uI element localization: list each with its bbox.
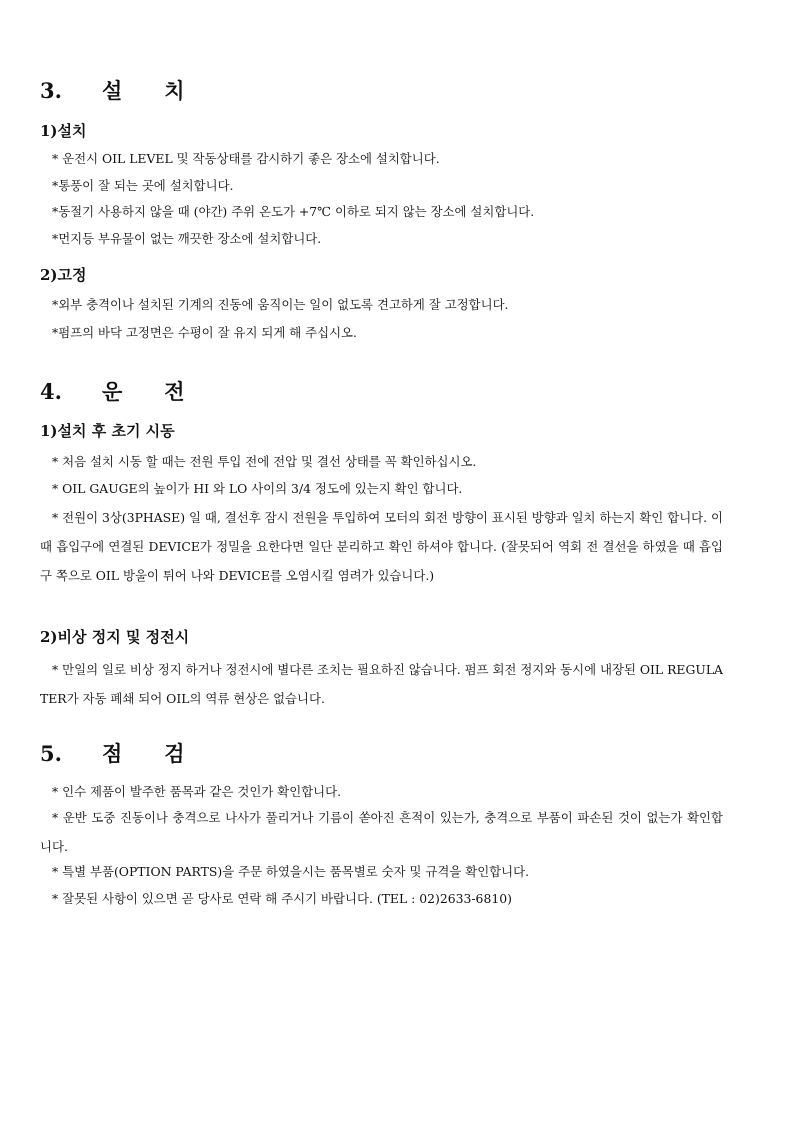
section-3-title — [40, 80, 185, 101]
section-3-sub-1-item-2: *통풍이 잘 되는 곳에 설치합니다. — [52, 178, 234, 193]
section-5-title — [40, 743, 185, 764]
section-4-sub-2-title: 2)비상 정지 및 정전시 — [40, 628, 190, 646]
section-3-title-b: 치 — [164, 78, 185, 103]
section-3-sub-2-item-2: *펌프의 바닥 고정면은 수평이 잘 유지 되게 해 주십시오. — [52, 325, 357, 340]
section-3-sub-1-item-4: *먼지등 부유물이 없는 깨끗한 장소에 설치합니다. — [52, 231, 322, 246]
section-5-title-a: 점 — [102, 741, 123, 766]
section-3-sub-1-item-3: *동절기 사용하지 않을 때 (야간) 주위 온도가 +7℃ 이하로 되지 않는 장소에 설치합니다. — [52, 204, 535, 219]
section-5-title-b: 검 — [164, 741, 185, 766]
section-4-sub-2-paragraph: * 만일의 일로 비상 정지 하거나 정전시에 별다른 조치는 필요하진 않습니다. 펌프 회전 정지와 동시에 내장된 OIL REGULATER가 자동 폐쇄 되어 OIL의 역류 현상은 없습니다. — [40, 662, 723, 706]
section-4-title — [40, 381, 185, 402]
section-3-title-a: 설 — [102, 78, 123, 103]
section-5-number: 5. — [40, 741, 62, 766]
section-4-title-a: 운 — [102, 379, 123, 404]
section-4-title-b: 전 — [164, 379, 185, 404]
section-3-sub-2-item-1: *외부 충격이나 설치된 기계의 진동에 움직이는 일이 없도록 견고하게 잘 고정합니다. — [52, 297, 509, 312]
section-5-paragraph: * 운반 도중 진동이나 충격으로 나사가 풀리거나 기름이 쏟아진 흔적이 있는가, 충격으로 부품이 파손된 것이 없는가 확인합니다. — [40, 810, 723, 854]
section-5-item-4: * 잘못된 사항이 있으면 곧 당사로 연락 해 주시기 바랍니다. (TEL : 02)2633-6810) — [52, 891, 512, 906]
section-4-sub-1-paragraph: * 전원이 3상(3PHASE) 일 때, 결선후 잠시 전원을 투입하여 모터의 회전 방향이 표시된 방향과 일치 하는지 확인 합니다. 이때 흡입구에 연결된 DEVICE가 정밀을 요한다면 일단 분리하고 확인 하셔야 합니다. (잘못되어 역회 전 결선을 하였을 때 흡입구 쪽으로 OIL 방울이 튀어 나와 DEVICE를 오염시킬 염려가 있습니다.) — [40, 510, 723, 583]
section-5-item-3: * 특별 부품(OPTION PARTS)을 주문 하였을시는 품목별로 숫자 및 규격을 확인합니다. — [52, 864, 530, 879]
section-5-item-1: * 인수 제품이 발주한 품목과 같은 것인가 확인합니다. — [52, 784, 342, 799]
section-3-number: 3. — [40, 78, 62, 103]
section-3-sub-1-title: 1)설치 — [40, 122, 87, 140]
section-4-sub-1-item-1: * 처음 설치 시동 할 때는 전원 투입 전에 전압 및 결선 상태를 꼭 확인하십시오. — [52, 454, 477, 469]
section-4-sub-1-item-2: * OIL GAUGE의 높이가 HI 와 LO 사이의 3/4 정도에 있는지 확인 합니다. — [52, 481, 463, 496]
section-4-number: 4. — [40, 379, 62, 404]
section-3-sub-1-item-1: * 운전시 OIL LEVEL 및 작동상태를 감시하기 좋은 장소에 설치합니다. — [52, 151, 440, 166]
section-4-sub-1-title: 1)설치 후 초기 시동 — [40, 422, 175, 440]
section-3-sub-2-title: 2)고정 — [40, 266, 87, 284]
